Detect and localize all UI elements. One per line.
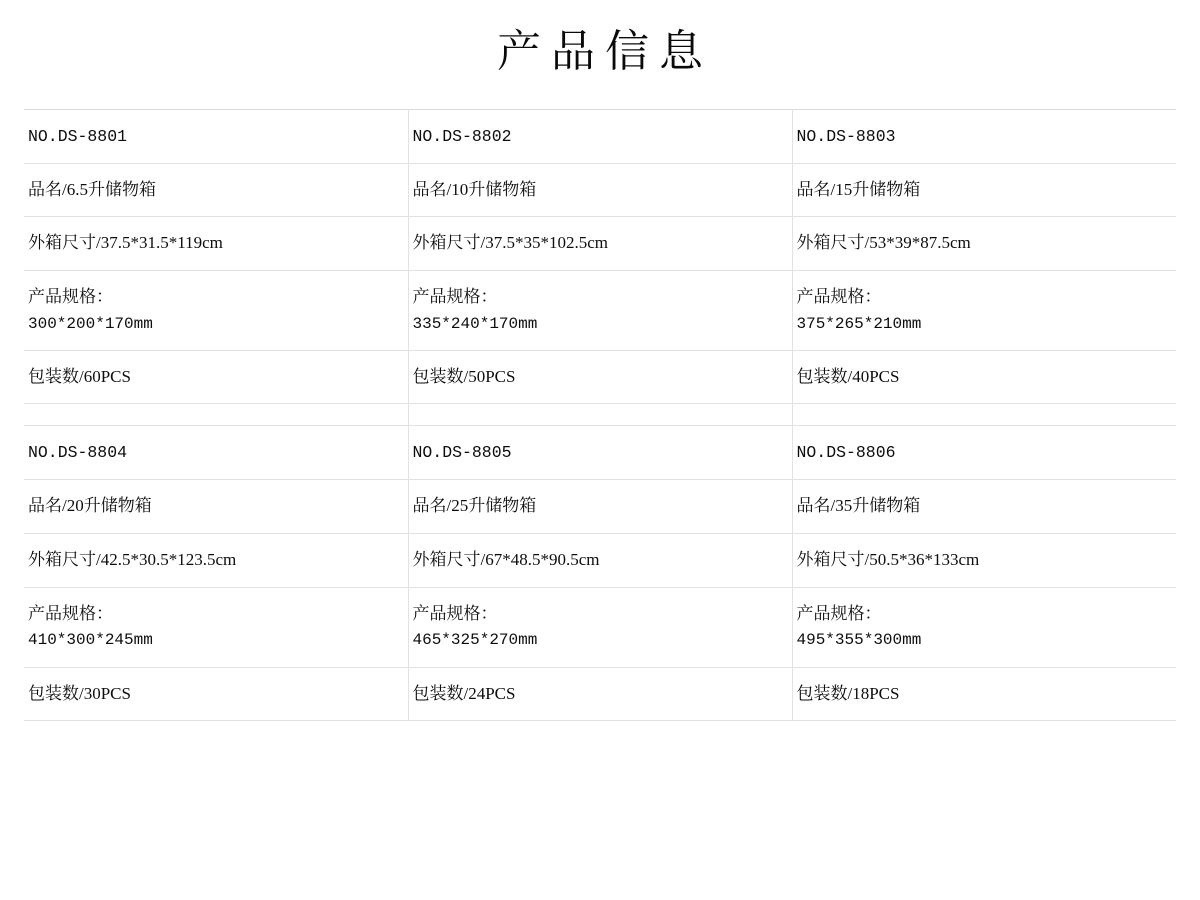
table-row (24, 217, 1176, 271)
product-no: NO.DS-8805 (412, 443, 512, 463)
product-name: 品名/15升储物箱 (796, 179, 921, 199)
packing-qty-cell (792, 350, 1176, 404)
product-spec-cell (408, 271, 792, 351)
table-row (24, 163, 1176, 217)
carton-size: 外箱尺寸/67*48.5*90.5cm (412, 550, 600, 570)
table-row (24, 667, 1176, 721)
product-spec-label: 产品规格： (28, 287, 113, 306)
product-spec-value: 335*240*170mm (412, 314, 538, 333)
packing-qty: 包装数/30PCS (28, 683, 131, 703)
product-spec-cell (792, 587, 1176, 667)
page-title: 产品信息 (497, 27, 713, 76)
packing-qty-cell (408, 350, 792, 404)
packing-qty-cell (24, 350, 408, 404)
packing-qty: 包装数/18PCS (796, 683, 900, 703)
product-no-cell (24, 426, 408, 480)
packing-qty: 包装数/40PCS (796, 366, 900, 386)
table-row (24, 109, 1176, 163)
table-row (24, 480, 1176, 534)
table-row (24, 426, 1176, 480)
table-block-separator (24, 404, 1176, 426)
product-spec-label: 产品规格： (412, 287, 498, 306)
carton-size-cell (792, 217, 1176, 271)
carton-size-cell (24, 534, 408, 588)
product-name-cell (792, 480, 1176, 534)
product-name-cell (24, 163, 408, 217)
separator-cell (408, 404, 792, 426)
product-no-cell (408, 109, 792, 163)
product-name: 品名/25升储物箱 (412, 496, 537, 516)
product-spec-label: 产品规格： (796, 603, 882, 623)
product-spec-value: 410*300*245mm (28, 631, 153, 650)
product-name-cell (792, 163, 1176, 217)
carton-size-cell (792, 534, 1176, 588)
product-no: NO.DS-8801 (28, 126, 128, 146)
product-spec-value: 375*265*210mm (796, 314, 922, 333)
product-spec-label: 产品规格： (28, 603, 113, 623)
product-no-cell (792, 109, 1176, 163)
product-name-cell (408, 480, 792, 534)
carton-size-cell (24, 217, 408, 271)
product-spec-cell (24, 587, 408, 667)
product-name: 品名/10升储物箱 (412, 179, 537, 199)
packing-qty: 包装数/60PCS (28, 366, 131, 386)
table-row (24, 271, 1176, 351)
product-no-cell (792, 426, 1176, 480)
carton-size: 外箱尺寸/53*39*87.5cm (796, 233, 971, 253)
separator-cell (792, 404, 1176, 426)
packing-qty: 包装数/50PCS (412, 366, 516, 386)
product-no-cell (24, 109, 408, 163)
product-no-cell (408, 426, 792, 480)
product-name: 品名/6.5升储物箱 (28, 179, 156, 199)
packing-qty: 包装数/24PCS (412, 683, 516, 703)
product-spec-label: 产品规格： (412, 603, 498, 623)
product-name: 品名/35升储物箱 (796, 496, 921, 516)
product-spec-value: 300*200*170mm (28, 314, 153, 333)
carton-size: 外箱尺寸/37.5*31.5*119cm (28, 233, 223, 253)
product-spec-label: 产品规格： (796, 287, 882, 306)
product-spec-value: 495*355*300mm (796, 631, 922, 650)
product-no: NO.DS-8806 (796, 443, 896, 463)
separator-cell (24, 404, 408, 426)
carton-size: 外箱尺寸/37.5*35*102.5cm (412, 233, 608, 253)
product-name-cell (408, 163, 792, 217)
product-name-cell (24, 480, 408, 534)
carton-size: 外箱尺寸/42.5*30.5*123.5cm (28, 550, 237, 570)
product-no: NO.DS-8802 (412, 126, 512, 146)
carton-size: 外箱尺寸/50.5*36*133cm (796, 550, 980, 570)
product-info-table (24, 109, 1176, 721)
product-no: NO.DS-8803 (796, 126, 896, 146)
product-spec-cell (408, 587, 792, 667)
product-spec-cell (792, 271, 1176, 351)
table-row (24, 534, 1176, 588)
product-spec-cell (24, 271, 408, 351)
product-no: NO.DS-8804 (28, 443, 128, 463)
carton-size-cell (408, 534, 792, 588)
product-spec-value: 465*325*270mm (412, 631, 538, 650)
packing-qty-cell (792, 667, 1176, 721)
packing-qty-cell (408, 667, 792, 721)
product-name: 品名/20升储物箱 (28, 496, 152, 516)
carton-size-cell (408, 217, 792, 271)
table-row (24, 587, 1176, 667)
table-row (24, 350, 1176, 404)
packing-qty-cell (24, 667, 408, 721)
